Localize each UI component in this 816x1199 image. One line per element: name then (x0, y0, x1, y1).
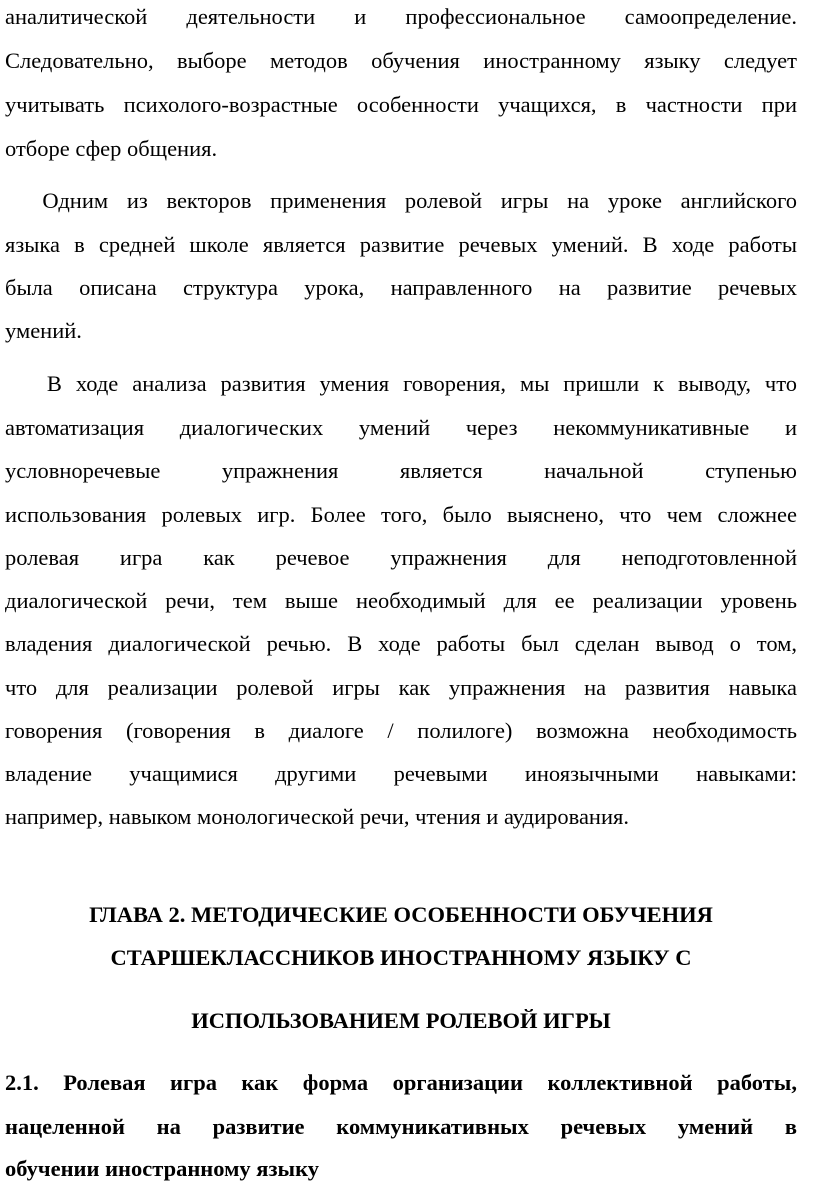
paragraph-3-line: В ходе анализа развития умения говорения, мы пришли к выводу, что (5, 371, 797, 396)
paragraph-3-line: что для реализации ролевой игры как упражнения на развития навыка (5, 675, 797, 700)
section-heading-line: обучении иностранному языку (5, 1156, 319, 1181)
paragraph-3-line: диалогической речи, тем выше необходимый для ее реализации уровень (5, 588, 797, 613)
paragraph-2-line: умений. (5, 318, 82, 343)
paragraph-3-line: например, навыком монологической речи, чтения и аудирования. (5, 804, 629, 829)
paragraph-3-line: владение учащимися другими речевыми иноязычными навыками: (5, 761, 797, 786)
paragraph-3-line: говорения (говорения в диалоге / полилоге) возможна необходимость (5, 718, 797, 743)
paragraph-3-line: ролевая игра как речевое упражнения для неподготовленной (5, 545, 797, 570)
paragraph-1-line: Следовательно, выборе методов обучения иностранному языку следует (5, 48, 797, 73)
section-heading-line: 2.1. Ролевая игра как форма организации коллективной работы, (5, 1070, 797, 1095)
chapter-heading-line: ИСПОЛЬЗОВАНИЕМ РОЛЕВОЙ ИГРЫ (191, 1008, 611, 1033)
paragraph-1-line: аналитической деятельности и профессиональное самоопределение. (5, 4, 797, 29)
paragraph-1-line: отборе сфер общения. (5, 136, 218, 161)
chapter-heading-line: ГЛАВА 2. МЕТОДИЧЕСКИЕ ОСОБЕННОСТИ ОБУЧЕНИЯ (89, 902, 713, 927)
paragraph-3-line: использования ролевых игр. Более того, было выяснено, что чем сложнее (5, 502, 797, 527)
paragraph-2-line: Одним из векторов применения ролевой игры на уроке английского (5, 188, 797, 213)
paragraph-2-line: была описана структура урока, направленного на развитие речевых (5, 275, 797, 300)
paragraph-3-line: владения диалогической речью. В ходе работы был сделан вывод о том, (5, 631, 797, 656)
chapter-heading-line: СТАРШЕКЛАССНИКОВ ИНОСТРАННОМУ ЯЗЫКУ С (110, 945, 692, 970)
paragraph-2-line: языка в средней школе является развитие речевых умений. В ходе работы (5, 232, 797, 257)
paragraph-1-line: учитывать психолого-возрастные особенности учащихся, в частности при (5, 92, 797, 117)
paragraph-3-line: условноречевые упражнения является начальной ступенью (5, 458, 797, 483)
section-heading-line: нацеленной на развитие коммуникативных речевых умений в (5, 1114, 797, 1139)
paragraph-3-line: автоматизация диалогических умений через некоммуникативные и (5, 415, 797, 440)
